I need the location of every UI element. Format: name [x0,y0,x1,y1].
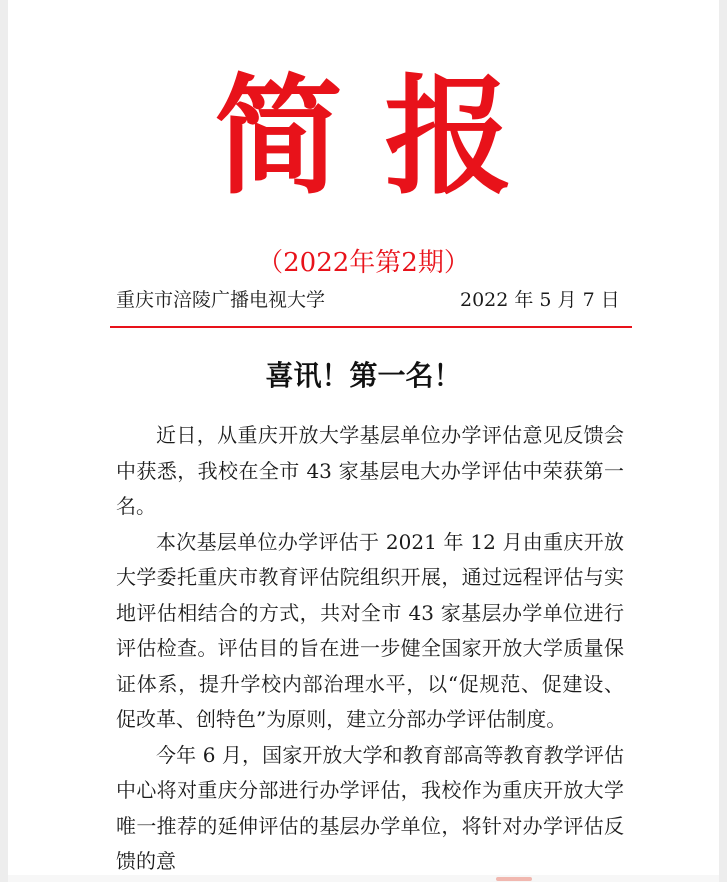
next-page-mark [496,877,532,881]
next-page-edge [8,875,719,882]
article-body [116,418,624,875]
publisher-name: 重庆市涪陵广播电视大学 [116,289,326,311]
article-paragraph: 本次基层单位办学评估于 2021 年 12 月由重庆开放大学委托重庆市教育评估院组织开展，通过远程评估与实地评估相结合的方式，共对全市 43 家基层办学单位进行评估检查。评估目的旨在进一步健全国家开放大学质量保证体系，提升学校内部治理水平，以“促规范、促建设、促改革、创特色”为原则，建立分部办学评估制度。 [116,529,624,731]
article-headline: 喜讯！第一名！ [265,359,462,392]
issue-number: （2022年第2期） [257,248,470,278]
masthead-title: 简报 [214,62,555,212]
document-page [8,0,719,875]
article-paragraph: 近日，从重庆开放大学基层单位办学评估意见反馈会中获悉，我校在全市 43 家基层电大办学评估中荣获第一名。 [116,423,624,518]
header-divider [110,326,632,328]
article-paragraph: 今年 6 月，国家开放大学和教育部高等教育教学评估中心将对重庆分部进行办学评估，我校作为重庆开放大学唯一推荐的延伸评估的基层办学单位，将针对办学评估反馈的意 [116,742,624,873]
publish-date: 2022 年 5 月 7 日 [460,289,620,311]
